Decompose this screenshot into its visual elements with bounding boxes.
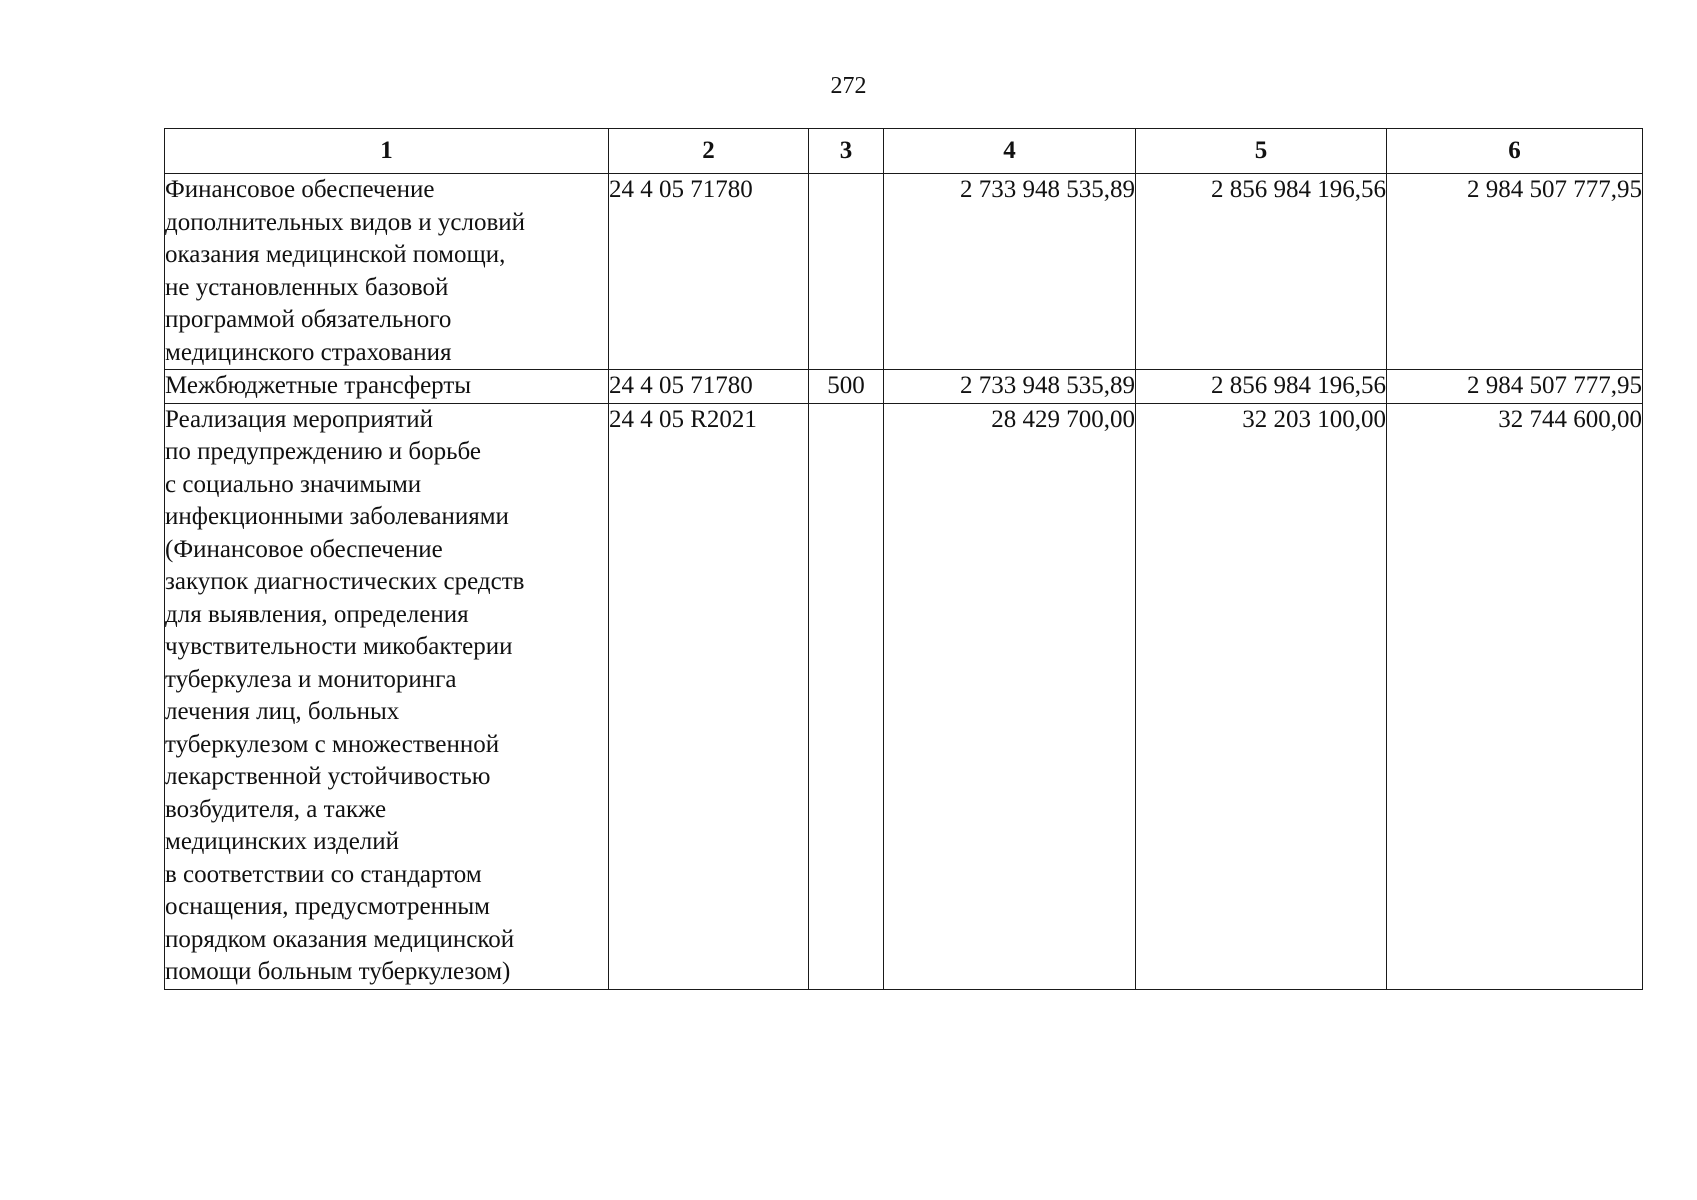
row-amount-col4-cell: 2 733 948 535,89 <box>884 370 1136 404</box>
table-row <box>165 403 1643 989</box>
row-code-cell: 24 4 05 71780 <box>609 174 809 370</box>
row-expense-type-cell <box>809 174 884 370</box>
row-amount-col5-cell: 2 856 984 196,56 <box>1136 174 1387 370</box>
column-header-3: 3 <box>809 129 884 174</box>
budget-table <box>164 128 1643 990</box>
row-amount-col4-cell: 2 733 948 535,89 <box>884 174 1136 370</box>
column-header-5: 5 <box>1136 129 1387 174</box>
row-code-cell: 24 4 05 R2021 <box>609 403 809 989</box>
table-row <box>165 370 1643 404</box>
row-amount-col5-cell: 32 203 100,00 <box>1136 403 1387 989</box>
row-name-cell: Финансовое обеспечение дополнительных видов и условий оказания медицинской помощи, не установленных базовой программой обязательного медицинского страхования <box>165 174 609 370</box>
row-amount-col6-cell: 32 744 600,00 <box>1387 403 1643 989</box>
row-amount-col4-cell: 28 429 700,00 <box>884 403 1136 989</box>
table-row <box>165 174 1643 370</box>
header-row <box>165 129 1643 174</box>
row-expense-type-cell <box>809 403 884 989</box>
row-name-cell: Межбюджетные трансферты <box>165 370 609 404</box>
row-amount-col5-cell: 2 856 984 196,56 <box>1136 370 1387 404</box>
row-code-cell: 24 4 05 71780 <box>609 370 809 404</box>
column-header-4: 4 <box>884 129 1136 174</box>
row-amount-col6-cell: 2 984 507 777,95 <box>1387 370 1643 404</box>
page-number: 272 <box>830 73 867 99</box>
column-header-1: 1 <box>165 129 609 174</box>
column-header-6: 6 <box>1387 129 1643 174</box>
column-header-2: 2 <box>609 129 809 174</box>
row-name-cell: Реализация мероприятий по предупреждению и борьбе с социально значимыми инфекционными заболеваниями (Финансовое обеспечение закупок диагностических средств для выявления, определения чувствительности микобактерии туберкулеза и мониторинга лечения лиц, больных туберкулезом с множественной лекарственной устойчивостью возбудителя, а также медицинских изделий в соответствии со стандартом оснащения, предусмотренным порядком оказания медицинской помощи больным туберкулезом) <box>165 403 609 989</box>
table-body <box>165 174 1643 990</box>
table-header <box>165 129 1643 174</box>
row-expense-type-cell: 500 <box>809 370 884 404</box>
row-amount-col6-cell: 2 984 507 777,95 <box>1387 174 1643 370</box>
